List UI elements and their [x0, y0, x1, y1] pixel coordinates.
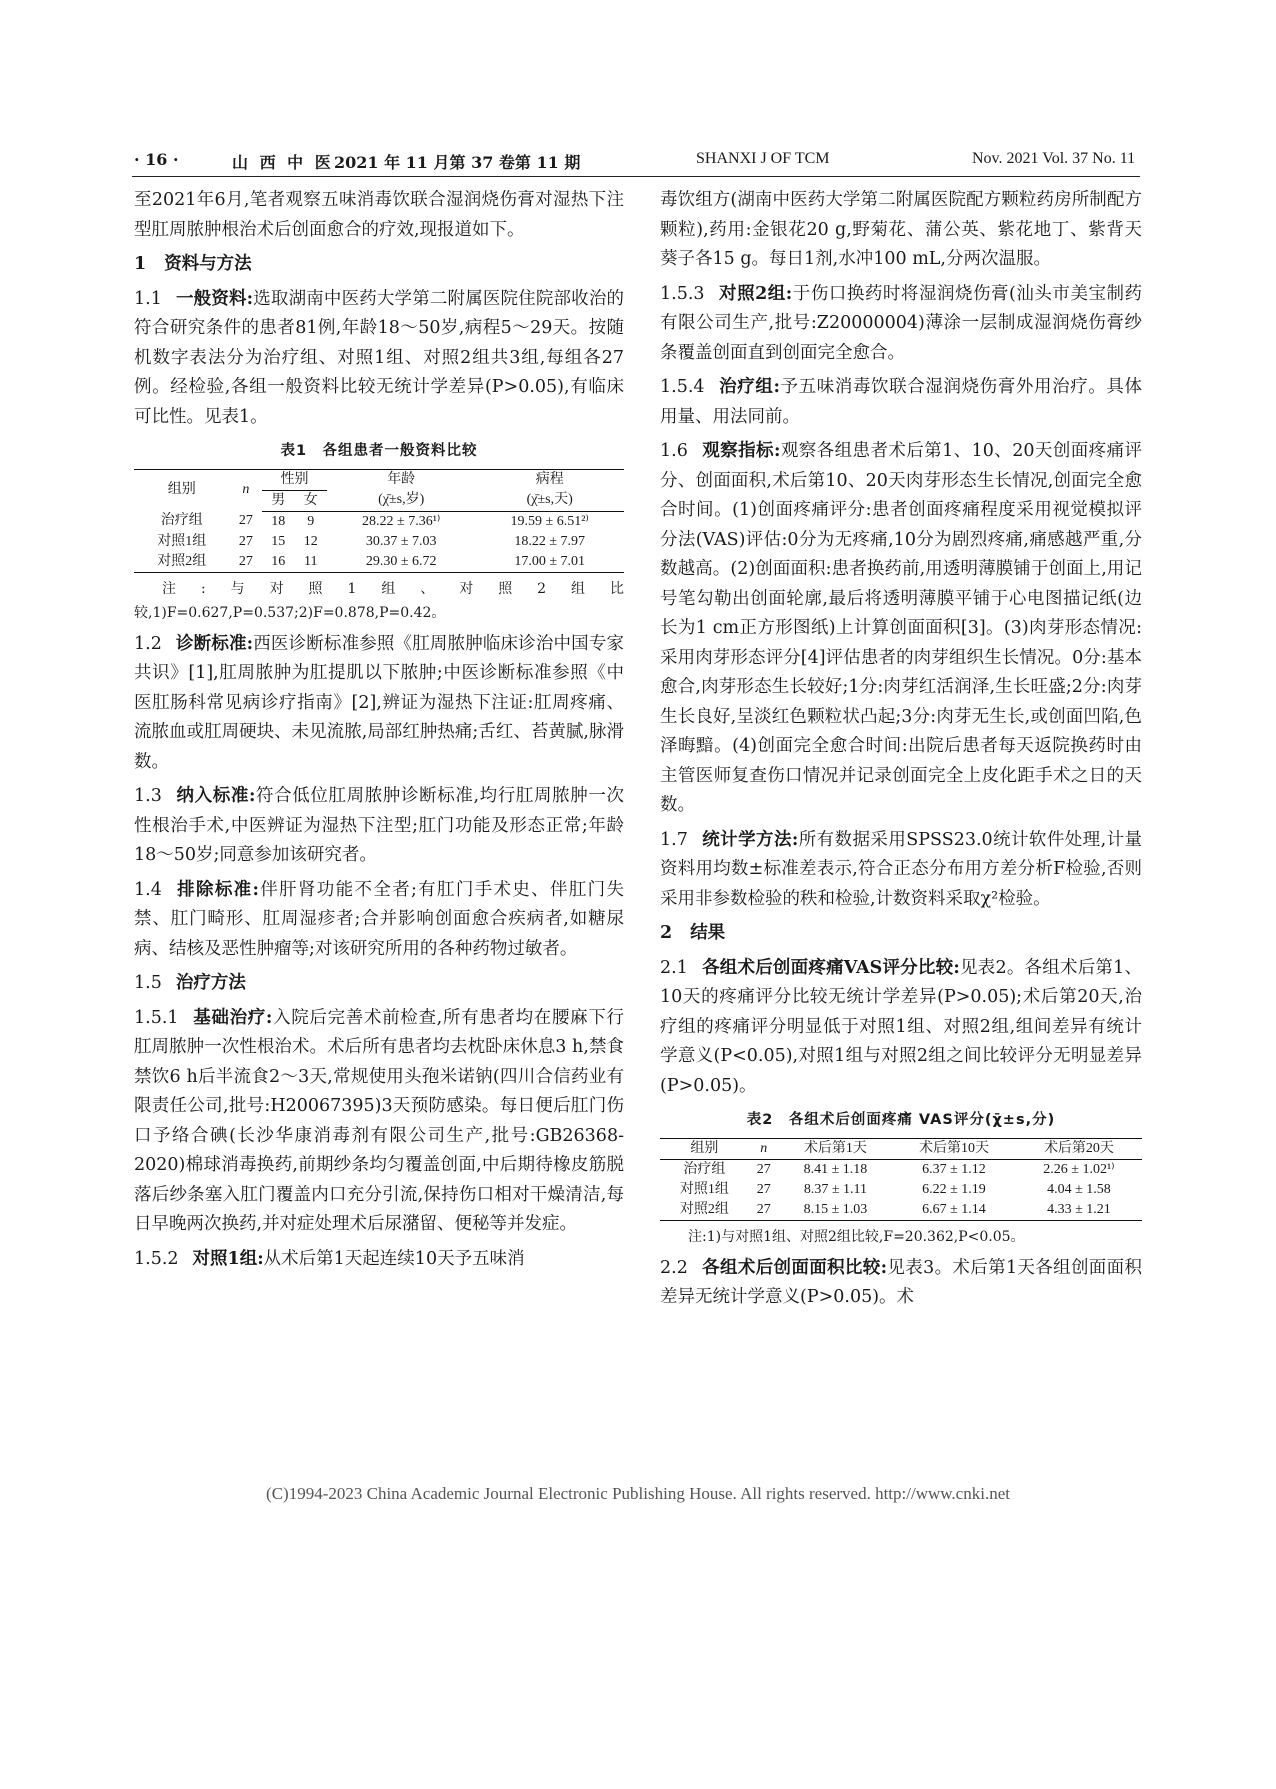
table-row: 治疗组 27 18 9 28.22 ± 7.36¹⁾ 19.59 ± 6.51²⁾ [160, 513, 589, 529]
intro-paragraph: 至2021年6月,笔者观察五味消毒饮联合湿润烧伤膏对湿热下注型肛周脓肿根治术后创面愈合的疗效,现报道如下。 [134, 190, 624, 240]
paragraph-1-5-4: 1.5.4 治疗组:予五味消毒饮联合湿润烧伤膏外用治疗。具体用量、用法同前。 [660, 377, 1143, 427]
table-header: n [230, 469, 262, 511]
paragraph-1-2: 1.2 诊断标准:西医诊断标准参照《肛周脓肿临床诊治中国专家共识》[1],肛周脓肿为肛提肌以下脓肿;中医诊断标准参照《中医肛肠科常见病诊疗指南》[2],辨证为湿热下注证:肛周疼痛、流脓血或肛周硬块、未见流脓,局部红肿热痛;舌红、苔黄腻,脉滑数。 [134, 633, 624, 772]
paragraph-2-2: 2.2 各组术后创面面积比较:见表3。术后第1天各组创面面积差异无统计学意义(P>0.05)。术 [660, 1257, 1142, 1307]
table-header: 术后第20天 [1016, 1138, 1142, 1159]
right-column [660, 186, 1142, 1318]
table-header: 术后第10天 [892, 1138, 1016, 1159]
table-header: 性别 [262, 469, 327, 490]
table-header: 术后第1天 [779, 1138, 892, 1159]
paragraph-1-3: 1.3 纳入标准:符合低位肛周脓肿诊断标准,均行肛周脓肿一次性根治手术,中医辨证为湿热下注型;肛门功能及形态正常;年龄18～50岁;同意参加该研究者。 [134, 786, 624, 865]
table-row: 对照1组 27 15 12 30.37 ± 7.03 18.22 ± 7.97 [157, 533, 586, 549]
table-row: 对照1组 27 8.37 ± 1.11 6.22 ± 1.19 4.04 ± 1.58 [679, 1181, 1111, 1197]
table-header: 病程 [475, 469, 624, 490]
page-number: · 16 · [134, 150, 179, 169]
table-header: n [749, 1138, 779, 1159]
table-header: 年龄 [327, 469, 475, 490]
journal-name-cn: 山 西 中 医 [232, 153, 334, 172]
table-1 [134, 469, 624, 573]
table-2-note: 注:1)与对照1组、对照2组比较,F=20.362,P<0.05。 [688, 1228, 1025, 1245]
table-header: (χ̄±s,岁) [327, 490, 475, 511]
paragraph-1-5: 1.5 治疗方法 [134, 973, 246, 993]
table-1-note: 注:与对照1组、对照2组比较,1)F=0.627,P=0.537;2)F=0.878,P=0.42。 [134, 580, 624, 621]
running-header [0, 150, 1276, 174]
copyright-footer: (C)1994-2023 China Academic Journal Electronic Publishing House. All rights reserved. http://www.cnki.net [266, 1484, 1010, 1503]
paragraph-1-1: 1.1 一般资料:选取湖南中医药大学第二附属医院住院部收治的符合研究条件的患者81例,年龄18～50岁,病程5～29天。按随机数字表法分为治疗组、对照1组、对照2组共3组,每组各27例。经检验,各组一般资料比较无统计学差异(P>0.05),有临床可比性。见表1。 [134, 288, 624, 427]
table-1-title: 表1 各组患者一般资料比较 [280, 443, 478, 459]
paragraph-2-1: 2.1 各组术后创面疼痛VAS评分比较:见表2。各组术后第1、10天的疼痛评分比较无统计学差异(P>0.05);术后第20天,治疗组的疼痛评分明显低于对照1组、对照2组,组间差异有统计学意义(P<0.05),对照1组与对照2组之间比较评分无明显差异(P>0.05)。 [660, 957, 1142, 1096]
issue-date-cn: 2021 年 11 月第 37 卷第 11 期 [334, 153, 581, 172]
table-row: 治疗组 27 8.41 ± 1.18 6.37 ± 1.12 2.26 ± 1.02¹⁾ [683, 1161, 1115, 1177]
paragraph-1-7: 1.7 统计学方法:所有数据采用SPSS23.0统计软件处理,计量资料用均数±标准差表示,符合正态分布用方差分析F检验,否则采用非参数检验的秩和检验,计数资料采取χ²检验。 [660, 829, 1142, 909]
section-heading: 2 结果 [660, 923, 726, 943]
table-2-title: 表2 各组术后创面疼痛 VAS评分(χ̄±s,分) [746, 1112, 1056, 1128]
table-header: 女 [295, 490, 327, 511]
header-divider [132, 176, 1140, 177]
left-column [134, 186, 624, 1279]
table-header: (χ̄±s,天) [475, 490, 624, 511]
paragraph-1-5-1: 1.5.1 基础治疗:入院后完善术前检查,所有患者均在腰麻下行肛周脓肿一次性根治术。术后所有患者均去枕卧床休息3 h,禁食禁饮6 h后半流食2～3天,常规使用头孢米诺钠(四川合信药业有限责任公司,批号:H20067395)3天预防感染。每日便后肛门伤口予络合碘(长沙华康消毒剂有限公司生产,批号:GB26368-2020)棉球消毒换药,前期纱条均匀覆盖创面,中后期待橡皮筋脱落后纱条塞入肛门覆盖内口充分引流,保持伤口相对干燥清洁,每日早晚两次换药,并对症处理术后尿潴留、便秘等并发症。 [134, 1007, 625, 1234]
table-row: 对照2组 27 8.15 ± 1.03 6.67 ± 1.14 4.33 ± 1.21 [660, 1200, 1142, 1221]
table-row: 对照2组 27 16 11 29.30 ± 6.72 17.00 ± 7.01 [134, 552, 624, 573]
paragraph-continued: 毒饮组方(湖南中医药大学第二附属医院配方颗粒药房所制配方颗粒),药用:金银花20 g,野菊花、蒲公英、紫花地丁、紫背天葵子各15 g。每日1剂,水冲100 mL,分两次温服。 [660, 190, 1142, 269]
paragraph-1-5-3: 1.5.3 对照2组:于伤口换药时将湿润烧伤膏(汕头市美宝制药有限公司生产,批号:Z20000004)薄涂一层制成湿润烧伤膏纱条覆盖创面直到创面完全愈合。 [660, 283, 1143, 363]
issue-info-en: Nov. 2021 Vol. 37 No. 11 [972, 150, 1136, 167]
table-header: 组别 [134, 469, 230, 511]
paragraph-1-6: 1.6 观察指标:观察各组患者术后第1、10、20天创面疼痛评分、创面面积,术后第10、20天肉芽形态生长情况,创面完全愈合时间。(1)创面疼痛评分:患者创面疼痛程度采用视觉模拟评分法(VAS)评估:0分为无疼痛,10分为剧烈疼痛,痛感越严重,分数越高。(2)创面面积:患者换药前,用透明薄膜铺于创面上,用记号笔勾勒出创面轮廓,最后将透明薄膜平铺于心电图描记纸(边长为1 cm正方形图纸)上计算创面面积[3]。(3)肉芽形态情况:采用肉芽形态评分[4]评估患者的肉芽组织生长情况。0分:基本愈合,肉芽形态生长较好;1分:肉芽红活润泽,生长旺盛;2分:肉芽生长良好,呈淡红色颗粒状凸起;3分:肉芽无生长,或创面凹陷,色泽晦黯。(4)创面完全愈合时间:出院后患者每天返院换药时由主管医师复查伤口情况并记录创面完全上皮化距手术之日的天数。 [660, 441, 1143, 815]
table-header: 男 [262, 490, 294, 511]
journal-name-en: SHANXI J OF TCM [696, 150, 830, 167]
section-heading: 1 资料与方法 [134, 254, 252, 274]
paragraph-1-5-2: 1.5.2 对照1组:从术后第1天起连续10天予五味消 [134, 1248, 525, 1269]
paragraph-1-4: 1.4 排除标准:伴肝肾功能不全者;有肛门手术史、伴肛门失禁、肛门畸形、肛周湿疹者;合并影响创面愈合疾病者,如糖尿病、结核及恶性肿瘤等;对该研究所用的各种药物过敏者。 [134, 879, 624, 959]
table-2 [660, 1138, 1142, 1221]
table-header: 组别 [660, 1138, 749, 1159]
